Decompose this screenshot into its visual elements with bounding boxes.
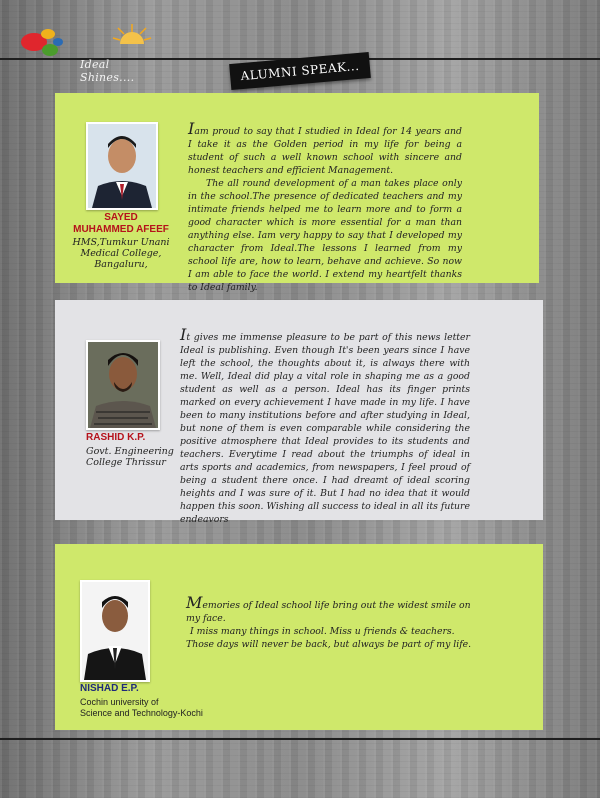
quote-rashid xyxy=(180,325,470,526)
alumni-affiliation-rashid: Govt. Engineering College Thrissur xyxy=(86,446,174,468)
avatar-nishad xyxy=(80,580,150,682)
avatar-rashid xyxy=(86,340,160,430)
quote-nishad-line-2: I miss many things in school. Miss u friends & teachers. xyxy=(190,626,455,637)
quote-nishad-line-3: Those days will never be back, but always be part of my life. xyxy=(186,639,472,650)
person-photo-icon xyxy=(82,582,148,680)
school-logo xyxy=(20,22,160,84)
person-photo-icon xyxy=(88,342,158,428)
avatar-sayed xyxy=(86,122,158,210)
alumni-name-rashid: RASHID K.P. xyxy=(86,432,146,443)
person-photo-icon xyxy=(88,124,156,208)
alumni-affiliation-nishad: Cochin university of Science and Technology-Kochi xyxy=(80,697,203,718)
quote-sayed-paragraph-2: The all round development of a man takes place only in the school.The presence of dedicated teachers and my intimate friends helped me to learn more and to form a good character which is more essential for a man than anything else. Iam very happy to say that I developed my character from Ideal.The lessons I learned from my school life are, how to learn, behave and achieve. So now I am able to face the world. I extend my heartfelt thanks to Ideal family. xyxy=(188,178,462,293)
quote-nishad xyxy=(186,593,486,651)
alumni-speak-banner: ALUMNI SPEAK... xyxy=(229,52,371,90)
quote-sayed xyxy=(188,119,462,294)
quote-nishad-line-1: Memories of Ideal school life bring out the widest smile on my face. xyxy=(186,593,471,624)
logo-text: Ideal Shines.... xyxy=(80,58,135,84)
alumni-affiliation-sayed: HMS,Tumkur Unani Medical College, Bangaluru, xyxy=(72,237,170,270)
bottom-divider-line xyxy=(0,738,600,740)
quote-sayed-paragraph-1: Iam proud to say that I studied in Ideal for 14 years and I take it as the Golden period in my life for being a student of such a well known school with sincere and honest teachers and efficient Management. xyxy=(188,119,462,176)
alumni-name-sayed: SAYED MUHAMMED AFEEF xyxy=(73,212,169,235)
alumni-name-nishad: NISHAD E.P. xyxy=(80,683,139,694)
quote-rashid-paragraph: It gives me immense pleasure to be part of this news letter Ideal is publishing. Even though It's been years since I have left the school, the thoughts about it, is always there with me. Well, Ideal did play a vital role in shaping me as a good student as well as a person. Ideal has its finger prints marked on every achievement I have made in my life. I have been to many institutions before and after studying in Ideal, but none of them is even comparable while considering the positive atmosphere that Ideal provides to its students and teachers. Everytime I read about the triumphs of ideal in arts sports and academics, from newspapers, I feel proud of being a student there once. I had dreamt of ideal scoring heights and I was sure of it. But I had no idea that it would happen this soon. Wishing all success to ideal in all its future endeavors xyxy=(180,325,470,525)
